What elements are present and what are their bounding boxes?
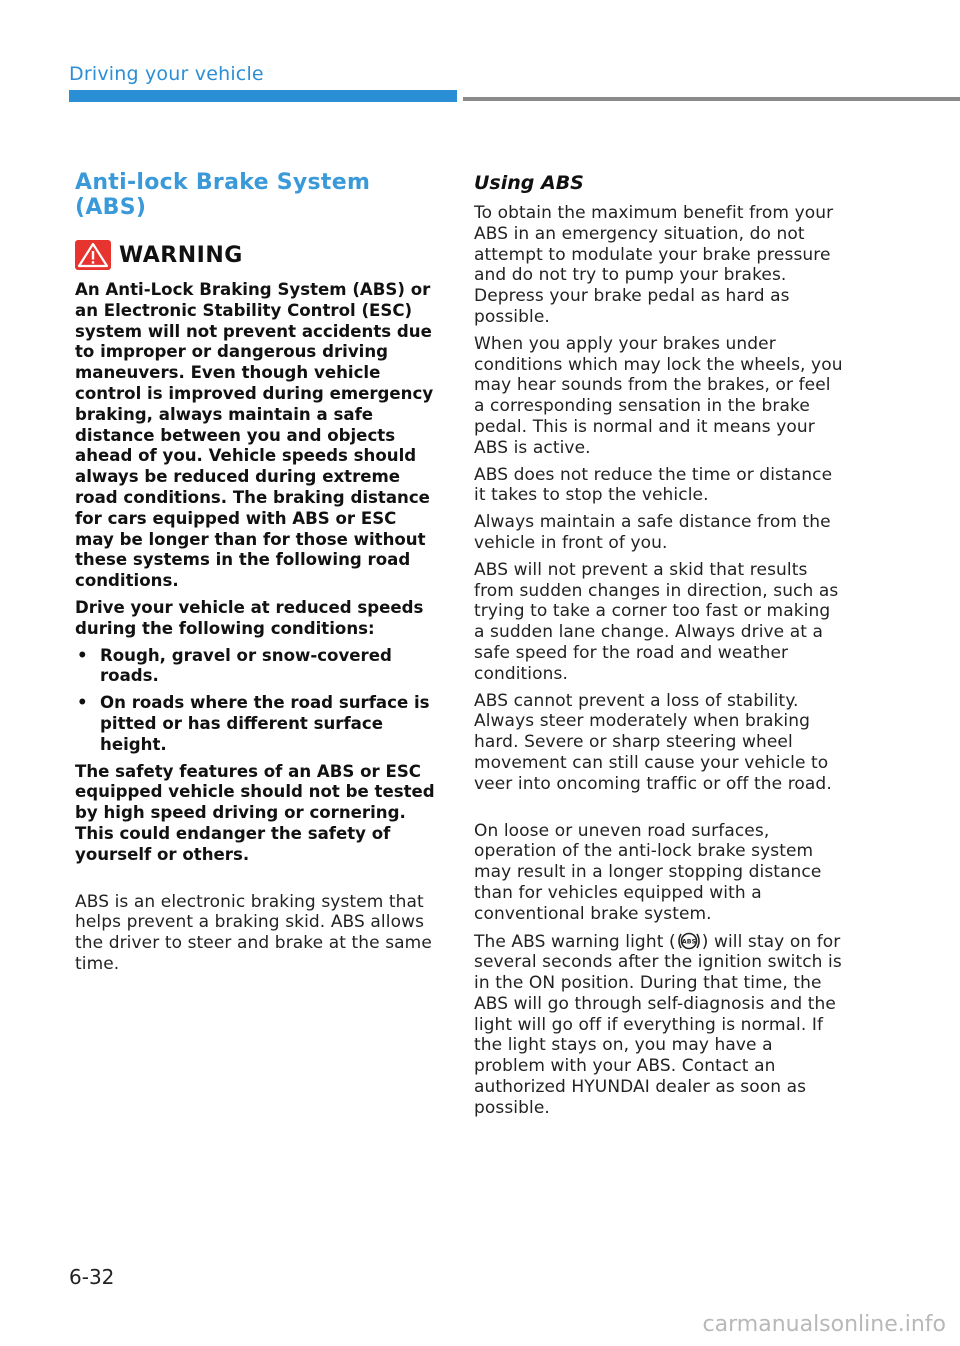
footer-watermark: carmanualsonline.info xyxy=(702,1312,946,1337)
warning-paragraph-3: The safety features of an ABS or ESC equipped vehicle should not be tested by high speed driving or cornering. This could endanger the safety of yourself or others. xyxy=(75,761,435,864)
warning-bullet-item: • Rough, gravel or snow-covered roads. xyxy=(75,646,440,688)
body-paragraph: ABS does not reduce the time or distance it takes to stop the vehicle. xyxy=(474,464,833,506)
abs-description-paragraph: ABS is an electronic braking system that helps prevent a braking skid. ABS allows the driver to steer and brake at the same time. xyxy=(75,891,432,974)
section-title: Anti-lock Brake System (ABS) xyxy=(75,170,371,220)
body-paragraph: ABS will not prevent a skid that results from sudden changes in direction, such as trying to take a corner too fast or making a sudden lane change. Always drive at a safe speed for the road and weather conditions. xyxy=(474,559,839,684)
warning-bullet-item: • On roads where the road surface is pitted or has different surface height. xyxy=(75,693,440,755)
abs-light-text-before: The ABS warning light ( xyxy=(474,931,676,952)
warning-paragraph-1: An Anti-Lock Braking System (ABS) or an Electronic Stability Control (ESC) system will not prevent accidents due to improper or dangerous driving maneuvers. Even though vehicle control is improved during emergency braking, always maintain a safe distance between you and objects ahead of you. Vehicle speeds should always be reduced during extreme road conditions. The braking distance for cars equipped with ABS or ESC may be longer than for those without these systems in the following road conditions. xyxy=(75,280,434,591)
abs-warning-light-paragraph xyxy=(474,931,844,1119)
warning-header xyxy=(75,240,440,270)
subsection-title: Using ABS xyxy=(474,172,584,194)
left-column xyxy=(75,170,440,981)
header-rule-blue xyxy=(69,90,457,102)
svg-text:ABS: ABS xyxy=(681,938,696,946)
body-paragraph: When you apply your brakes under conditions which may lock the wheels, you may hear sounds from the brakes, or feel a corresponding sensation in the brake pedal. This is normal and it means your ABS is active. xyxy=(474,333,843,458)
body-paragraph: To obtain the maximum benefit from your ABS in an emergency situation, do not attempt to modulate your brake pressure and do not try to pump your brakes. Depress your brake pedal as hard as possible. xyxy=(474,203,834,327)
warning-paragraph-2: Drive your vehicle at reduced speeds during the following conditions: xyxy=(75,597,424,638)
header-title: Driving your vehicle xyxy=(69,63,264,85)
warning-bullet-list xyxy=(75,646,440,756)
warning-label: WARNING xyxy=(119,242,243,268)
body-paragraph: ABS cannot prevent a loss of stability. Always steer moderately when braking hard. Severe or sharp steering wheel movement can still cause your vehicle to veer into oncoming traffic or off the road. xyxy=(474,690,832,794)
body-paragraph: On loose or uneven road surfaces, operation of the anti-lock brake system may result in a longer stopping distance than for vehicles equipped with a conventional brake system. xyxy=(474,820,822,924)
page-number: 6-32 xyxy=(69,1265,115,1289)
header-rule-gray xyxy=(463,97,960,101)
right-column xyxy=(474,172,844,1125)
warning-triangle-icon xyxy=(75,240,111,270)
abs-warning-light-icon xyxy=(677,931,701,951)
abs-light-text-after: ) will stay on for several seconds after the ignition switch is in the ON position. During that time, the ABS will go through self-diagnosis and the light will go off if everything is normal. If the light stays on, you may have a problem with your ABS. Contact an authorized HYUNDAI dealer as soon as possible. xyxy=(474,931,842,1118)
body-paragraph: Always maintain a safe distance from the vehicle in front of you. xyxy=(474,512,831,553)
